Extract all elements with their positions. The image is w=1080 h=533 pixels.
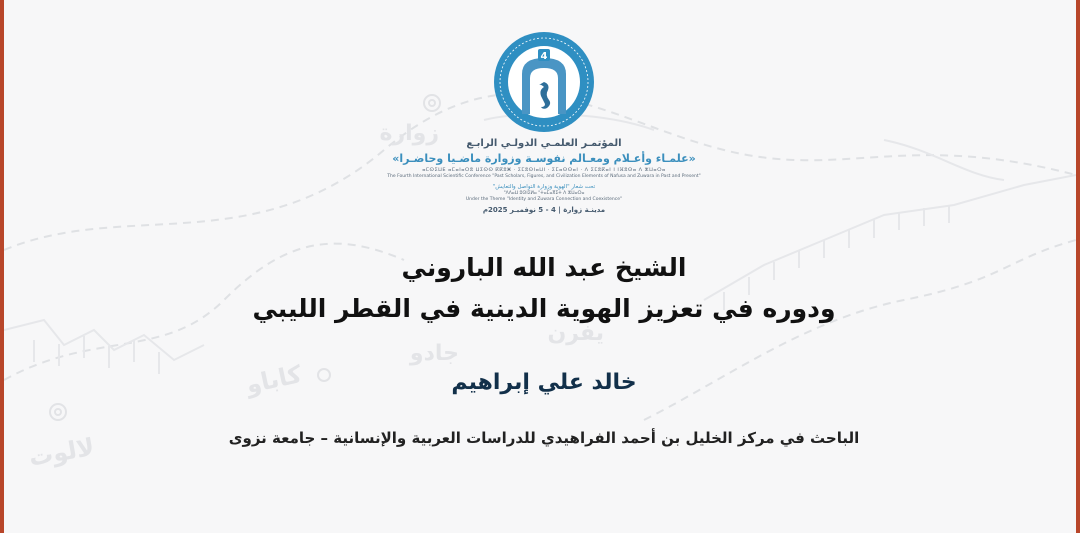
map-label-kabaw: كاباو (243, 360, 305, 400)
slide (4, 0, 1076, 533)
conference-subtitle: «علمـاء وأعـلام ومعـالم نفوسـة وزوارة ماضـيا وحاضـرا» (392, 152, 696, 165)
presentation-title-line2: ودوره في تعزيز الهوية الدينية في القطر الليبي (252, 294, 836, 323)
conference-title: المؤتمـر العلمـي الدولـي الرابـع (466, 138, 622, 149)
map-label-lalut: لالوت (26, 432, 97, 472)
conference-theme-tifinagh: ⴷⴷⴰⵡ ⵓⵙⵏⵉⵍⴰ "ⵜⴰⵎⴰⴳⵉⵜ ⴷ ⵣⵡⴰⵔⴰ" (503, 191, 585, 196)
conference-theme: تحت شعار "الهوية وزوارة التواصل والتعايش" (492, 184, 596, 190)
logo-number: 4 (540, 51, 548, 62)
conference-logo (492, 30, 596, 134)
conference-english: The Fourth International Scientific Conference "Past Scholars, Figures, and Civilization Elements of Nafusa and Zuwara in Past and Present" (387, 174, 701, 179)
conference-date: مدينـة زوارة | 4 - 5 نوفمبـر 2025م (482, 206, 606, 214)
author-name: خالد علي إبراهيم (451, 370, 637, 395)
map-label-zuwara: زوارة (379, 121, 439, 146)
map-label-yefren: يفرن (547, 321, 604, 346)
presentation-title-line1: الشيخ عبد الله الباروني (401, 253, 687, 282)
map-label-jadu: جادو (409, 341, 459, 366)
conference-tifinagh: ⴰⵎⵙⵉⵡⴹ ⴰⵎⴰⵏⴰⵔⵓ ⵡⵉⵙⵙ ⴽⴽⵓⵥ · ⵉⵎⵓⵙⵏⴰⵡⵏ · ⵉⵎⴰⵙⵙⴰⵏ · ⴷ ⵉⵎⵓⴽⴰⵏ ⵏ ⵏⴼⵓⵙⴰ ⴷ ⵣⵡⴰⵔⴰ (422, 167, 666, 173)
author-affiliation: الباحث في مركز الخليل بن أحمد الفراهيدي للدراسات العربية والإنسانية – جامعة نزوى (228, 429, 860, 447)
conference-theme-english: Under the Theme "Identity and Zuwara Connection and Coexistence" (465, 197, 623, 202)
